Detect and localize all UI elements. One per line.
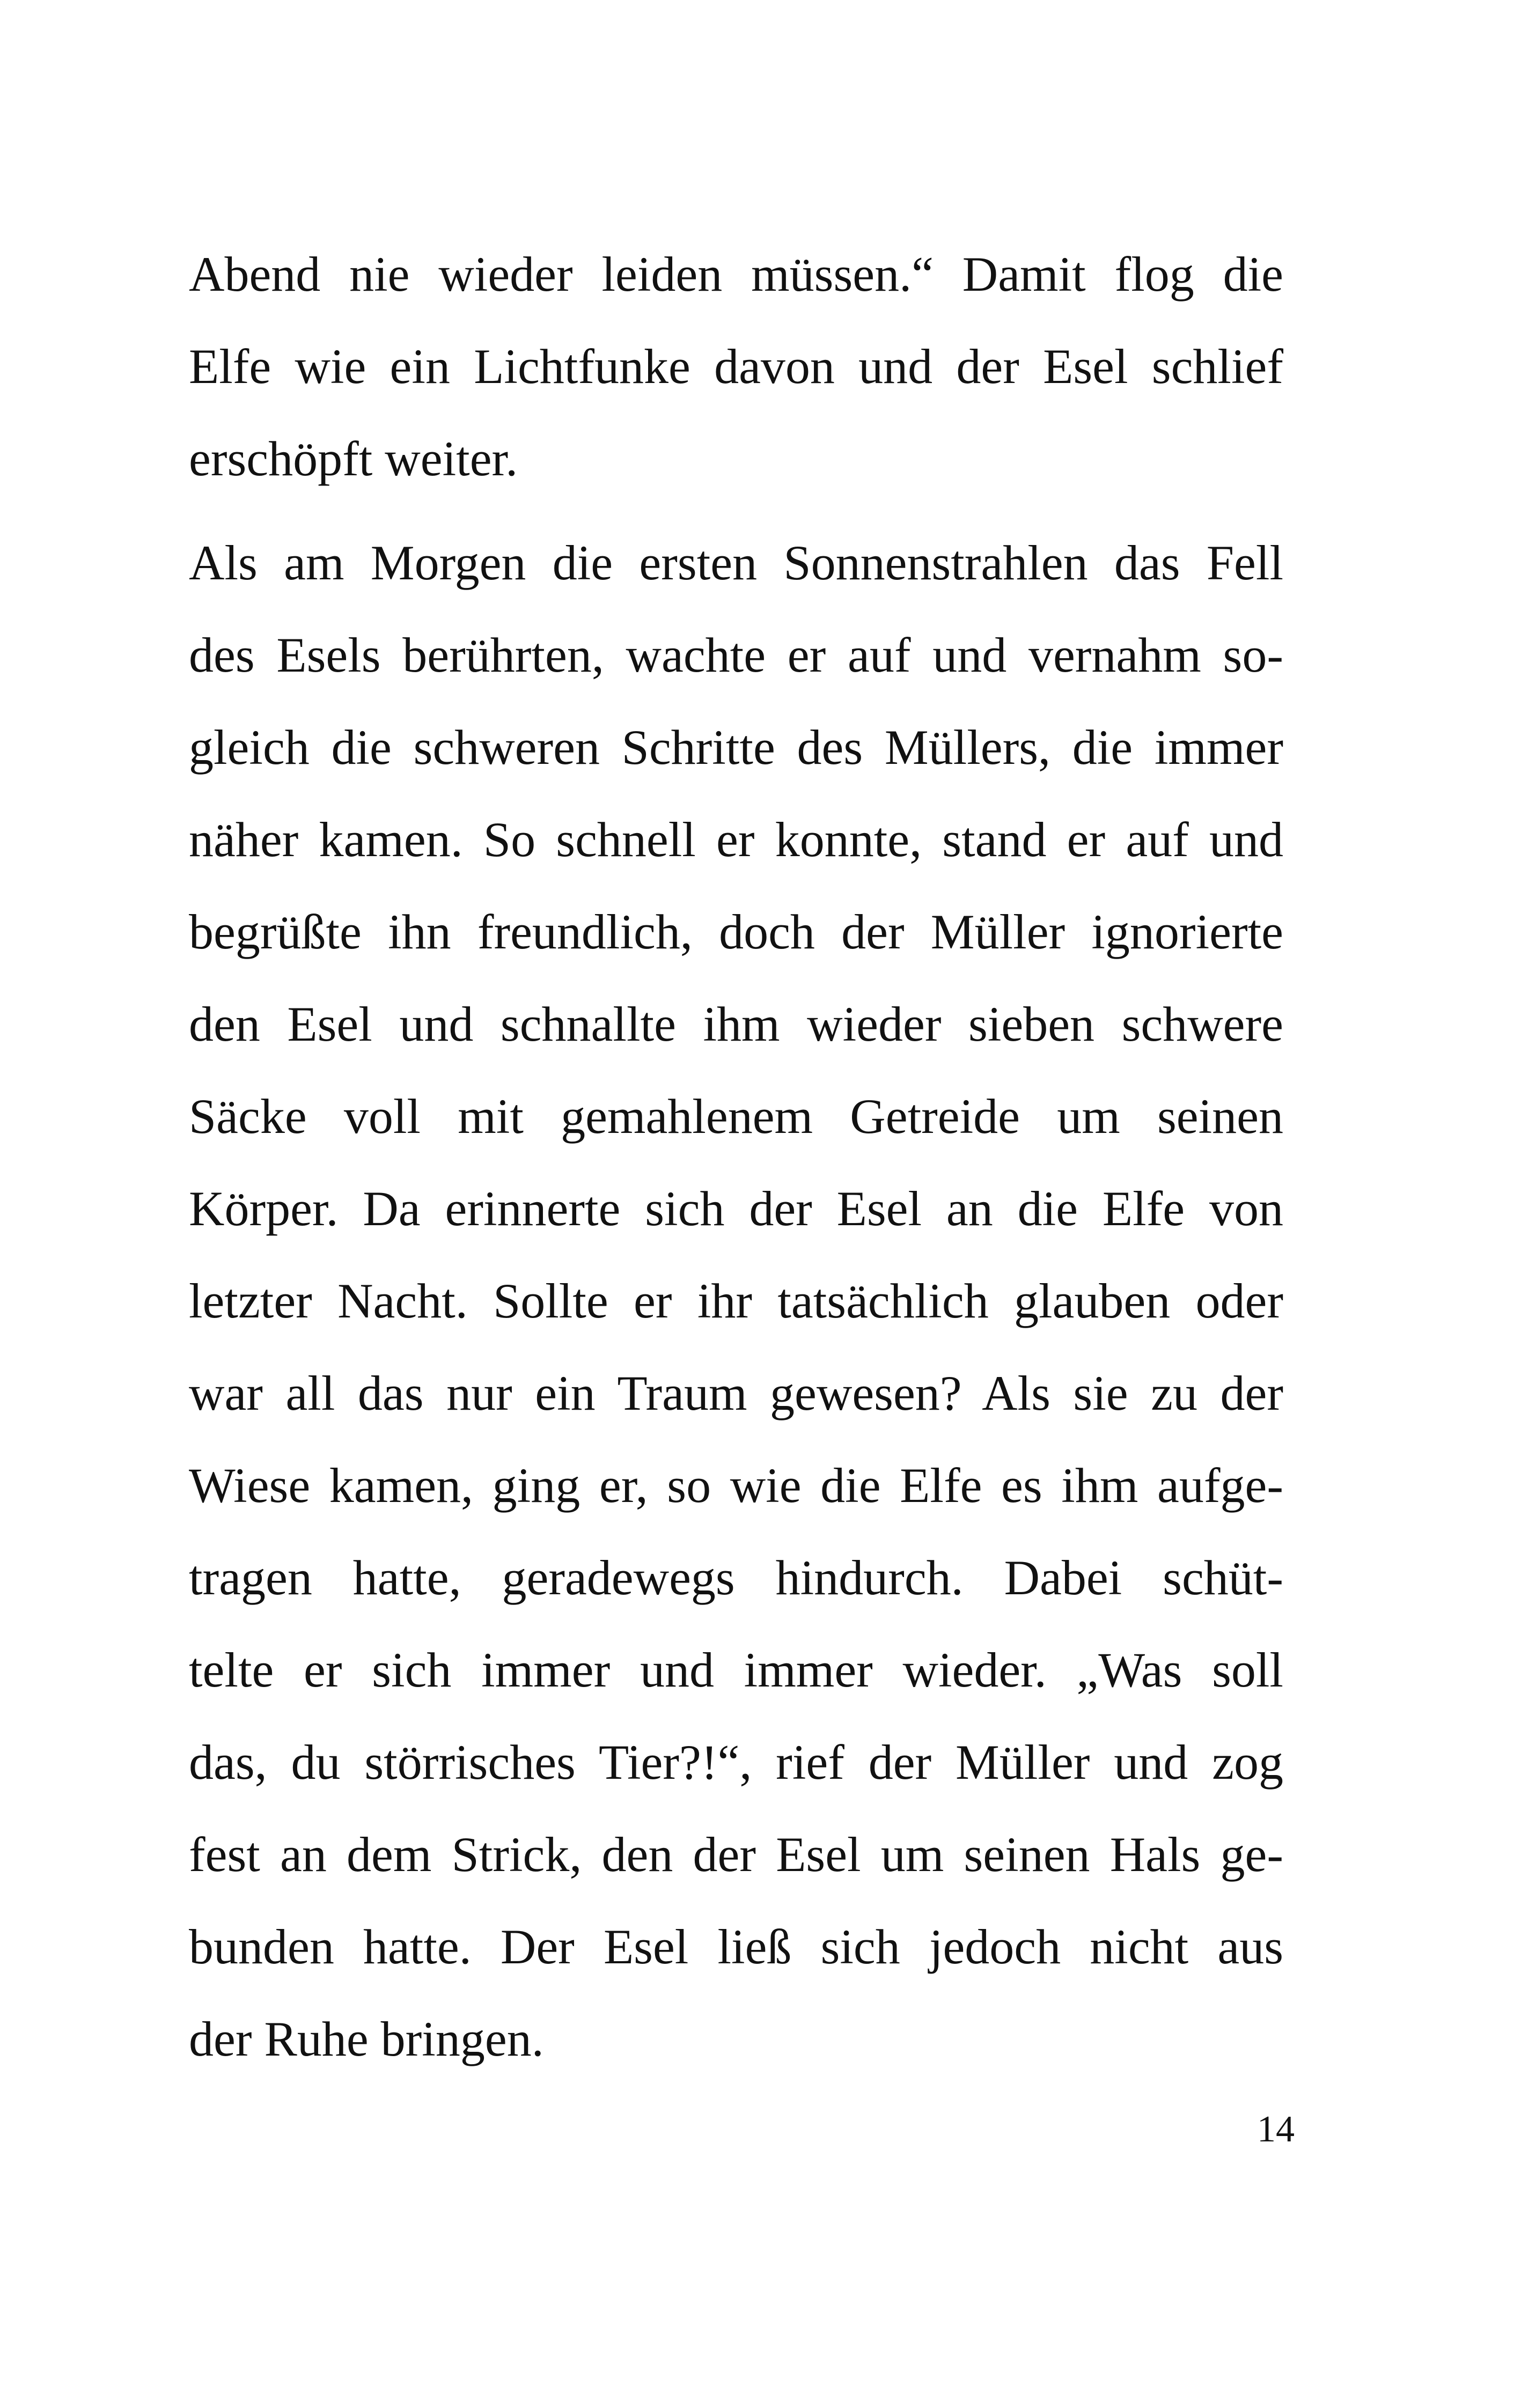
text-line: Elfe wie ein Lichtfunke davon und der Esel schlief: [189, 339, 1283, 394]
text-line: des Esels berührten, wachte er auf und vernahm so-: [189, 628, 1283, 682]
text-line: Wiese kamen, ging er, so wie die Elfe es ihm aufge-: [189, 1458, 1283, 1513]
text-line: bunden hatte. Der Esel ließ sich jedoch nicht aus: [189, 1919, 1283, 1974]
paragraph-2: [189, 517, 1283, 2085]
text-line: der Ruhe bringen.: [189, 2012, 544, 2066]
text-line: telte er sich immer und immer wieder. „Was soll: [189, 1643, 1283, 1697]
paragraph-1: [189, 228, 1283, 505]
paragraph-gap: [189, 505, 1283, 517]
page-number: 14: [1257, 2109, 1295, 2150]
text-line: Säcke voll mit gemahlenem Getreide um seinen: [189, 1089, 1283, 1144]
text-line: letzter Nacht. Sollte er ihr tatsächlich glauben oder: [189, 1273, 1283, 1328]
text-line: fest an dem Strick, den der Esel um seinen Hals ge-: [189, 1827, 1283, 1882]
text-line: gleich die schweren Schritte des Müllers, die immer: [189, 720, 1283, 775]
text-line: erschöpft weiter.: [189, 431, 518, 486]
text-line: Abend nie wieder leiden müssen.“ Damit flog die: [189, 247, 1283, 301]
text-line: war all das nur ein Traum gewesen? Als sie zu der: [189, 1366, 1283, 1420]
text-line: begrüßte ihn freundlich, doch der Müller ignorierte: [189, 904, 1283, 959]
text-line: tragen hatte, geradewegs hindurch. Dabei schüt-: [189, 1550, 1283, 1605]
text-line: den Esel und schnallte ihm wieder sieben schwere: [189, 997, 1283, 1051]
text-line: Als am Morgen die ersten Sonnenstrahlen das Fell: [189, 535, 1283, 590]
text-line: näher kamen. So schnell er konnte, stand er auf und: [189, 812, 1283, 867]
text-line: das, du störrisches Tier?!“, rief der Müller und zog: [189, 1735, 1283, 1790]
text-line: Körper. Da erinnerte sich der Esel an die Elfe von: [189, 1181, 1283, 1236]
body-text: [189, 228, 1283, 2085]
